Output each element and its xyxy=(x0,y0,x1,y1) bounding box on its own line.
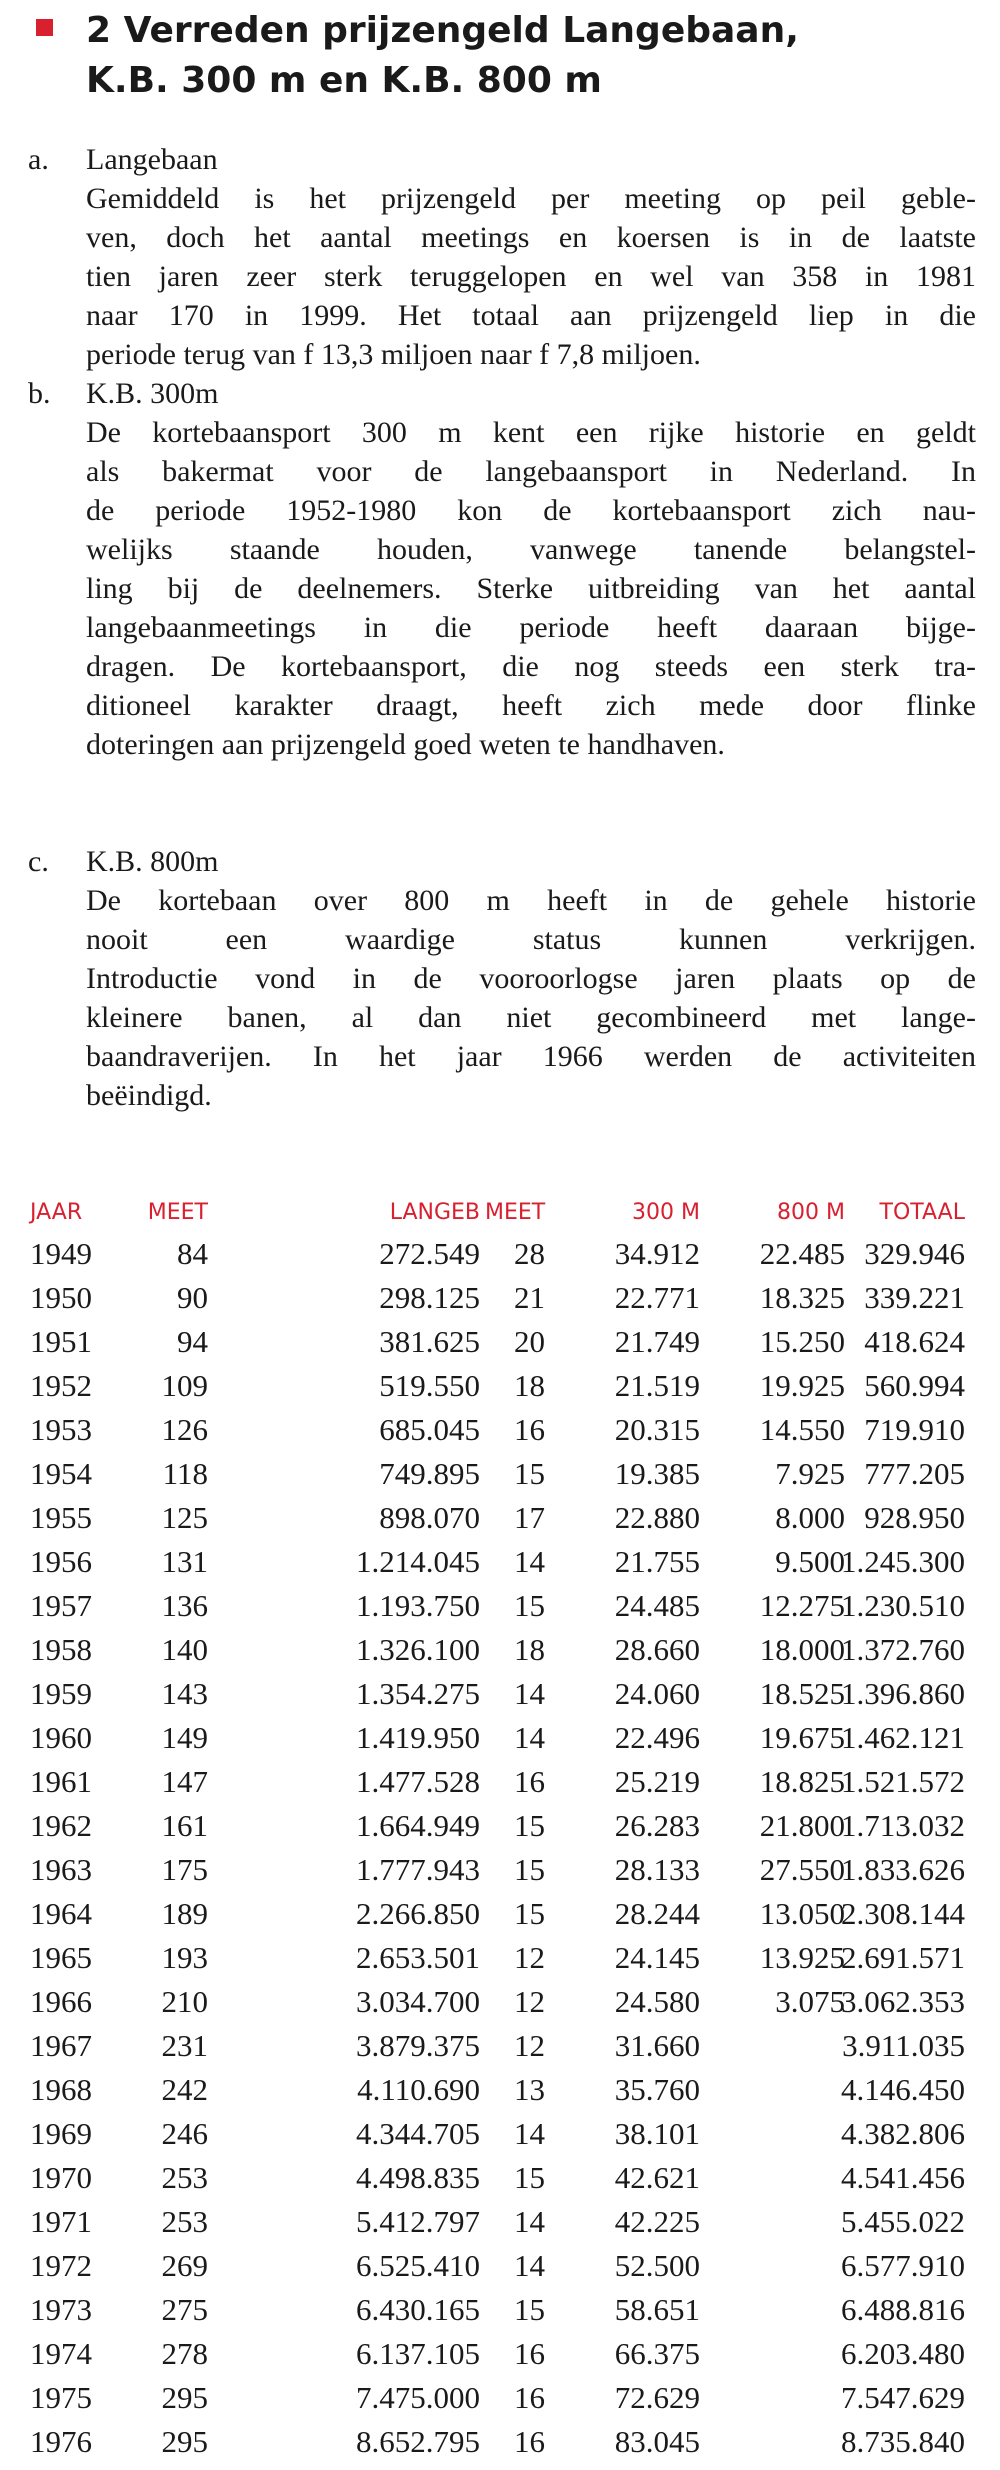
cell-langeb: 7.475.000 xyxy=(356,2380,480,2415)
table-row xyxy=(30,1588,970,1632)
cell-300m: 83.045 xyxy=(614,2424,700,2459)
body-line: Gemiddeld is het prijzengeld per meeting op peil geble- xyxy=(86,182,976,215)
heading-line-1: 2 Verreden prijzengeld Langebaan, xyxy=(86,10,799,51)
cell-totaal: 329.946 xyxy=(864,1236,965,1271)
table-row xyxy=(30,1940,970,1984)
cell-totaal: 1.713.032 xyxy=(841,1808,965,1843)
section-marker: b. xyxy=(28,377,51,410)
cell-300m: 42.225 xyxy=(614,2204,700,2239)
cell-300m: 24.485 xyxy=(614,1588,700,1623)
header-jaar: JAAR xyxy=(30,1200,83,1225)
cell-300m: 26.283 xyxy=(614,1808,700,1843)
cell-langeb: 3.879.375 xyxy=(356,2028,480,2063)
cell-meet-kb: 16 xyxy=(514,1412,545,1447)
cell-meet: 140 xyxy=(161,1632,208,1667)
cell-jaar: 1963 xyxy=(30,1852,92,1887)
cell-meet-kb: 15 xyxy=(514,2292,545,2327)
cell-langeb: 8.652.795 xyxy=(356,2424,480,2459)
cell-meet: 231 xyxy=(161,2028,208,2063)
table-row xyxy=(30,1500,970,1544)
cell-300m: 42.621 xyxy=(614,2160,700,2195)
cell-meet: 90 xyxy=(177,1280,208,1315)
header-meet-kb: MEET xyxy=(485,1200,546,1225)
table-row xyxy=(30,1412,970,1456)
table-row xyxy=(30,1852,970,1896)
table-row xyxy=(30,1324,970,1368)
body-line: periode terug van f 13,3 miljoen naar f 7,8 miljoen. xyxy=(86,338,701,371)
table-row xyxy=(30,1632,970,1676)
cell-800m: 12.275 xyxy=(759,1588,845,1623)
cell-meet: 193 xyxy=(161,1940,208,1975)
cell-totaal: 4.541.456 xyxy=(841,2160,965,2195)
cell-totaal: 418.624 xyxy=(864,1324,965,1359)
table-row xyxy=(30,1808,970,1852)
cell-jaar: 1965 xyxy=(30,1940,92,1975)
cell-jaar: 1949 xyxy=(30,1236,92,1271)
cell-800m: 15.250 xyxy=(759,1324,845,1359)
cell-jaar: 1964 xyxy=(30,1896,92,1931)
cell-300m: 58.651 xyxy=(614,2292,700,2327)
cell-langeb: 1.477.528 xyxy=(356,1764,480,1799)
cell-jaar: 1973 xyxy=(30,2292,92,2327)
cell-800m: 14.550 xyxy=(759,1412,845,1447)
cell-meet: 161 xyxy=(161,1808,208,1843)
cell-jaar: 1955 xyxy=(30,1500,92,1535)
cell-jaar: 1966 xyxy=(30,1984,92,2019)
header-totaal: TOTAAL xyxy=(879,1200,965,1225)
red-square-icon xyxy=(36,19,53,36)
cell-300m: 22.496 xyxy=(614,1720,700,1755)
cell-totaal: 719.910 xyxy=(864,1412,965,1447)
cell-jaar: 1952 xyxy=(30,1368,92,1403)
cell-langeb: 685.045 xyxy=(379,1412,480,1447)
cell-jaar: 1972 xyxy=(30,2248,92,2283)
body-line: baandraverijen. In het jaar 1966 werden de activiteiten xyxy=(86,1040,976,1073)
cell-meet-kb: 20 xyxy=(514,1324,545,1359)
cell-meet-kb: 14 xyxy=(514,1544,545,1579)
section-title: K.B. 300m xyxy=(86,377,219,410)
cell-meet-kb: 15 xyxy=(514,1588,545,1623)
table-row xyxy=(30,1764,970,1808)
cell-langeb: 1.214.045 xyxy=(356,1544,480,1579)
cell-800m: 13.925 xyxy=(759,1940,845,1975)
cell-meet: 210 xyxy=(161,1984,208,2019)
body-line: De kortebaan over 800 m heeft in de gehele historie xyxy=(86,884,976,917)
cell-totaal: 1.462.121 xyxy=(841,1720,965,1755)
table-row xyxy=(30,1676,970,1720)
table-row xyxy=(30,2336,970,2380)
cell-totaal: 1.230.510 xyxy=(841,1588,965,1623)
cell-meet-kb: 14 xyxy=(514,2204,545,2239)
cell-totaal: 1.245.300 xyxy=(841,1544,965,1579)
heading-line-2: K.B. 300 m en K.B. 800 m xyxy=(86,60,602,101)
cell-300m: 19.385 xyxy=(614,1456,700,1491)
cell-300m: 24.580 xyxy=(614,1984,700,2019)
body-line: nooit een waardige status kunnen verkrijgen. xyxy=(86,923,976,956)
cell-800m: 3.075 xyxy=(775,1984,845,2019)
section-body xyxy=(86,413,976,764)
body-line: kleinere banen, al dan niet gecombineerd met lange- xyxy=(86,1001,976,1034)
cell-totaal: 5.455.022 xyxy=(841,2204,965,2239)
cell-langeb: 6.137.105 xyxy=(356,2336,480,2371)
cell-langeb: 1.419.950 xyxy=(356,1720,480,1755)
cell-meet: 253 xyxy=(161,2204,208,2239)
cell-300m: 22.880 xyxy=(614,1500,700,1535)
cell-langeb: 3.034.700 xyxy=(356,1984,480,2019)
section-marker: c. xyxy=(28,845,49,878)
cell-800m: 19.675 xyxy=(759,1720,845,1755)
cell-300m: 21.749 xyxy=(614,1324,700,1359)
body-line: welijks staande houden, vanwege tanende belangstel- xyxy=(86,533,976,566)
cell-langeb: 298.125 xyxy=(379,1280,480,1315)
cell-meet-kb: 15 xyxy=(514,1456,545,1491)
cell-totaal: 2.691.571 xyxy=(841,1940,965,1975)
cell-jaar: 1953 xyxy=(30,1412,92,1447)
cell-meet: 269 xyxy=(161,2248,208,2283)
cell-totaal: 777.205 xyxy=(864,1456,965,1491)
cell-meet-kb: 16 xyxy=(514,2336,545,2371)
cell-totaal: 1.833.626 xyxy=(841,1852,965,1887)
cell-300m: 20.315 xyxy=(614,1412,700,1447)
cell-jaar: 1976 xyxy=(30,2424,92,2459)
cell-langeb: 4.344.705 xyxy=(356,2116,480,2151)
cell-jaar: 1959 xyxy=(30,1676,92,1711)
cell-300m: 21.755 xyxy=(614,1544,700,1579)
cell-langeb: 1.193.750 xyxy=(356,1588,480,1623)
section-body xyxy=(86,179,976,374)
cell-totaal: 6.203.480 xyxy=(841,2336,965,2371)
table-row xyxy=(30,2028,970,2072)
cell-totaal: 1.372.760 xyxy=(841,1632,965,1667)
cell-langeb: 381.625 xyxy=(379,1324,480,1359)
cell-meet: 143 xyxy=(161,1676,208,1711)
cell-langeb: 1.354.275 xyxy=(356,1676,480,1711)
cell-langeb: 749.895 xyxy=(379,1456,480,1491)
table-row xyxy=(30,2248,970,2292)
body-line: tien jaren zeer sterk teruggelopen en wel van 358 in 1981 xyxy=(86,260,976,293)
cell-jaar: 1954 xyxy=(30,1456,92,1491)
table-row xyxy=(30,1896,970,1940)
cell-300m: 24.060 xyxy=(614,1676,700,1711)
cell-langeb: 4.110.690 xyxy=(357,2072,480,2107)
cell-300m: 52.500 xyxy=(614,2248,700,2283)
cell-meet-kb: 28 xyxy=(514,1236,545,1271)
cell-meet: 147 xyxy=(161,1764,208,1799)
cell-totaal: 3.062.353 xyxy=(841,1984,965,2019)
body-line: beëindigd. xyxy=(86,1079,212,1112)
body-line: doteringen aan prijzengeld goed weten te handhaven. xyxy=(86,728,725,761)
cell-langeb: 519.550 xyxy=(379,1368,480,1403)
table-row xyxy=(30,2424,970,2468)
table-row xyxy=(30,2292,970,2336)
cell-300m: 31.660 xyxy=(614,2028,700,2063)
cell-jaar: 1969 xyxy=(30,2116,92,2151)
cell-meet-kb: 14 xyxy=(514,1720,545,1755)
body-line: ling bij de deelnemers. Sterke uitbreiding van het aantal xyxy=(86,572,976,605)
cell-jaar: 1958 xyxy=(30,1632,92,1667)
cell-300m: 28.660 xyxy=(614,1632,700,1667)
cell-meet: 125 xyxy=(161,1500,208,1535)
table-row xyxy=(30,1720,970,1764)
cell-jaar: 1961 xyxy=(30,1764,92,1799)
cell-meet: 242 xyxy=(161,2072,208,2107)
cell-meet: 295 xyxy=(161,2424,208,2459)
cell-langeb: 2.653.501 xyxy=(356,1940,480,1975)
table-row xyxy=(30,2204,970,2248)
body-line: Introductie vond in de vooroorlogse jaren plaats op de xyxy=(86,962,976,995)
cell-meet-kb: 17 xyxy=(514,1500,545,1535)
cell-800m: 18.525 xyxy=(759,1676,845,1711)
cell-800m: 22.485 xyxy=(759,1236,845,1271)
cell-meet: 189 xyxy=(161,1896,208,1931)
cell-langeb: 1.664.949 xyxy=(356,1808,480,1843)
cell-jaar: 1957 xyxy=(30,1588,92,1623)
cell-meet-kb: 16 xyxy=(514,2424,545,2459)
header-langeb: LANGEB xyxy=(389,1200,480,1225)
cell-totaal: 928.950 xyxy=(864,1500,965,1535)
cell-meet: 295 xyxy=(161,2380,208,2415)
body-line: dragen. De kortebaansport, die nog steeds een sterk tra- xyxy=(86,650,976,683)
cell-totaal: 560.994 xyxy=(864,1368,965,1403)
cell-800m: 27.550 xyxy=(759,1852,845,1887)
table-row xyxy=(30,1368,970,1412)
cell-meet: 131 xyxy=(161,1544,208,1579)
cell-meet-kb: 14 xyxy=(514,2248,545,2283)
cell-langeb: 6.430.165 xyxy=(356,2292,480,2327)
cell-800m: 19.925 xyxy=(759,1368,845,1403)
cell-300m: 38.101 xyxy=(614,2116,700,2151)
cell-300m: 35.760 xyxy=(614,2072,700,2107)
cell-langeb: 2.266.850 xyxy=(356,1896,480,1931)
cell-meet-kb: 16 xyxy=(514,1764,545,1799)
body-line: ven, doch het aantal meetings en koersen is in de laatste xyxy=(86,221,976,254)
cell-jaar: 1970 xyxy=(30,2160,92,2195)
cell-totaal: 4.146.450 xyxy=(841,2072,965,2107)
cell-totaal: 4.382.806 xyxy=(841,2116,965,2151)
cell-800m: 13.050 xyxy=(759,1896,845,1931)
cell-totaal: 339.221 xyxy=(864,1280,965,1315)
header-800m: 800 M xyxy=(777,1200,845,1225)
cell-meet-kb: 15 xyxy=(514,1852,545,1887)
cell-langeb: 4.498.835 xyxy=(356,2160,480,2195)
table-row xyxy=(30,1456,970,1500)
body-line: de periode 1952-1980 kon de kortebaansport zich nau- xyxy=(86,494,976,527)
cell-meet: 175 xyxy=(161,1852,208,1887)
cell-300m: 28.133 xyxy=(614,1852,700,1887)
cell-langeb: 898.070 xyxy=(379,1500,480,1535)
cell-800m: 18.325 xyxy=(759,1280,845,1315)
cell-totaal: 7.547.629 xyxy=(841,2380,965,2415)
cell-meet: 149 xyxy=(161,1720,208,1755)
cell-jaar: 1960 xyxy=(30,1720,92,1755)
table-row xyxy=(30,1984,970,2028)
table-row xyxy=(30,2072,970,2116)
cell-totaal: 6.488.816 xyxy=(841,2292,965,2327)
body-line: ditioneel karakter draagt, heeft zich mede door flinke xyxy=(86,689,976,722)
cell-totaal: 8.735.840 xyxy=(841,2424,965,2459)
cell-jaar: 1974 xyxy=(30,2336,92,2371)
table-row xyxy=(30,1280,970,1324)
cell-jaar: 1971 xyxy=(30,2204,92,2239)
cell-jaar: 1968 xyxy=(30,2072,92,2107)
cell-meet: 246 xyxy=(161,2116,208,2151)
cell-meet-kb: 16 xyxy=(514,2380,545,2415)
section-title: Langebaan xyxy=(86,143,218,176)
cell-meet-kb: 12 xyxy=(514,1940,545,1975)
cell-meet: 136 xyxy=(161,1588,208,1623)
section-marker: a. xyxy=(28,143,49,176)
cell-meet-kb: 18 xyxy=(514,1368,545,1403)
table-header xyxy=(30,1196,970,1232)
cell-800m: 7.925 xyxy=(775,1456,845,1491)
cell-langeb: 5.412.797 xyxy=(356,2204,480,2239)
cell-300m: 21.519 xyxy=(614,1368,700,1403)
table-row xyxy=(30,2160,970,2204)
cell-300m: 34.912 xyxy=(614,1236,700,1271)
cell-meet-kb: 18 xyxy=(514,1632,545,1667)
cell-800m: 18.000 xyxy=(759,1632,845,1667)
cell-totaal: 3.911.035 xyxy=(842,2028,965,2063)
table-row xyxy=(30,1544,970,1588)
cell-meet: 275 xyxy=(161,2292,208,2327)
cell-totaal: 1.521.572 xyxy=(841,1764,965,1799)
cell-jaar: 1950 xyxy=(30,1280,92,1315)
section-title: K.B. 800m xyxy=(86,845,219,878)
cell-jaar: 1975 xyxy=(30,2380,92,2415)
cell-jaar: 1956 xyxy=(30,1544,92,1579)
cell-300m: 25.219 xyxy=(614,1764,700,1799)
cell-totaal: 2.308.144 xyxy=(841,1896,965,1931)
cell-meet-kb: 15 xyxy=(514,2160,545,2195)
section-heading xyxy=(36,6,986,106)
cell-300m: 28.244 xyxy=(614,1896,700,1931)
cell-meet: 278 xyxy=(161,2336,208,2371)
cell-meet: 253 xyxy=(161,2160,208,2195)
cell-meet: 126 xyxy=(161,1412,208,1447)
cell-800m: 9.500 xyxy=(775,1544,845,1579)
cell-meet-kb: 15 xyxy=(514,1808,545,1843)
cell-800m: 8.000 xyxy=(775,1500,845,1535)
cell-meet: 84 xyxy=(177,1236,208,1271)
body-line: langebaanmeetings in die periode heeft daaraan bijge- xyxy=(86,611,976,644)
header-300m: 300 M xyxy=(632,1200,700,1225)
cell-meet-kb: 13 xyxy=(514,2072,545,2107)
cell-800m: 21.800 xyxy=(759,1808,845,1843)
cell-langeb: 1.326.100 xyxy=(356,1632,480,1667)
cell-meet-kb: 12 xyxy=(514,2028,545,2063)
cell-langeb: 272.549 xyxy=(379,1236,480,1271)
body-line: De kortebaansport 300 m kent een rijke historie en geldt xyxy=(86,416,976,449)
body-line: naar 170 in 1999. Het totaal aan prijzengeld liep in die xyxy=(86,299,976,332)
cell-meet-kb: 15 xyxy=(514,1896,545,1931)
cell-meet: 109 xyxy=(161,1368,208,1403)
section-body xyxy=(86,881,976,1115)
table-row xyxy=(30,2116,970,2160)
body-line: als bakermat voor de langebaansport in Nederland. In xyxy=(86,455,976,488)
cell-meet-kb: 14 xyxy=(514,1676,545,1711)
cell-totaal: 6.577.910 xyxy=(841,2248,965,2283)
cell-totaal: 1.396.860 xyxy=(841,1676,965,1711)
cell-langeb: 6.525.410 xyxy=(356,2248,480,2283)
cell-langeb: 1.777.943 xyxy=(356,1852,480,1887)
table-row xyxy=(30,1236,970,1280)
cell-300m: 24.145 xyxy=(614,1940,700,1975)
cell-300m: 66.375 xyxy=(614,2336,700,2371)
cell-meet-kb: 14 xyxy=(514,2116,545,2151)
cell-meet-kb: 21 xyxy=(514,1280,545,1315)
cell-meet: 118 xyxy=(162,1456,208,1491)
cell-300m: 22.771 xyxy=(614,1280,700,1315)
cell-jaar: 1962 xyxy=(30,1808,92,1843)
table-row xyxy=(30,2380,970,2424)
cell-800m: 18.825 xyxy=(759,1764,845,1799)
cell-300m: 72.629 xyxy=(614,2380,700,2415)
header-meet: MEET xyxy=(147,1200,208,1225)
cell-meet: 94 xyxy=(177,1324,208,1359)
cell-jaar: 1967 xyxy=(30,2028,92,2063)
cell-meet-kb: 12 xyxy=(514,1984,545,2019)
cell-jaar: 1951 xyxy=(30,1324,92,1359)
